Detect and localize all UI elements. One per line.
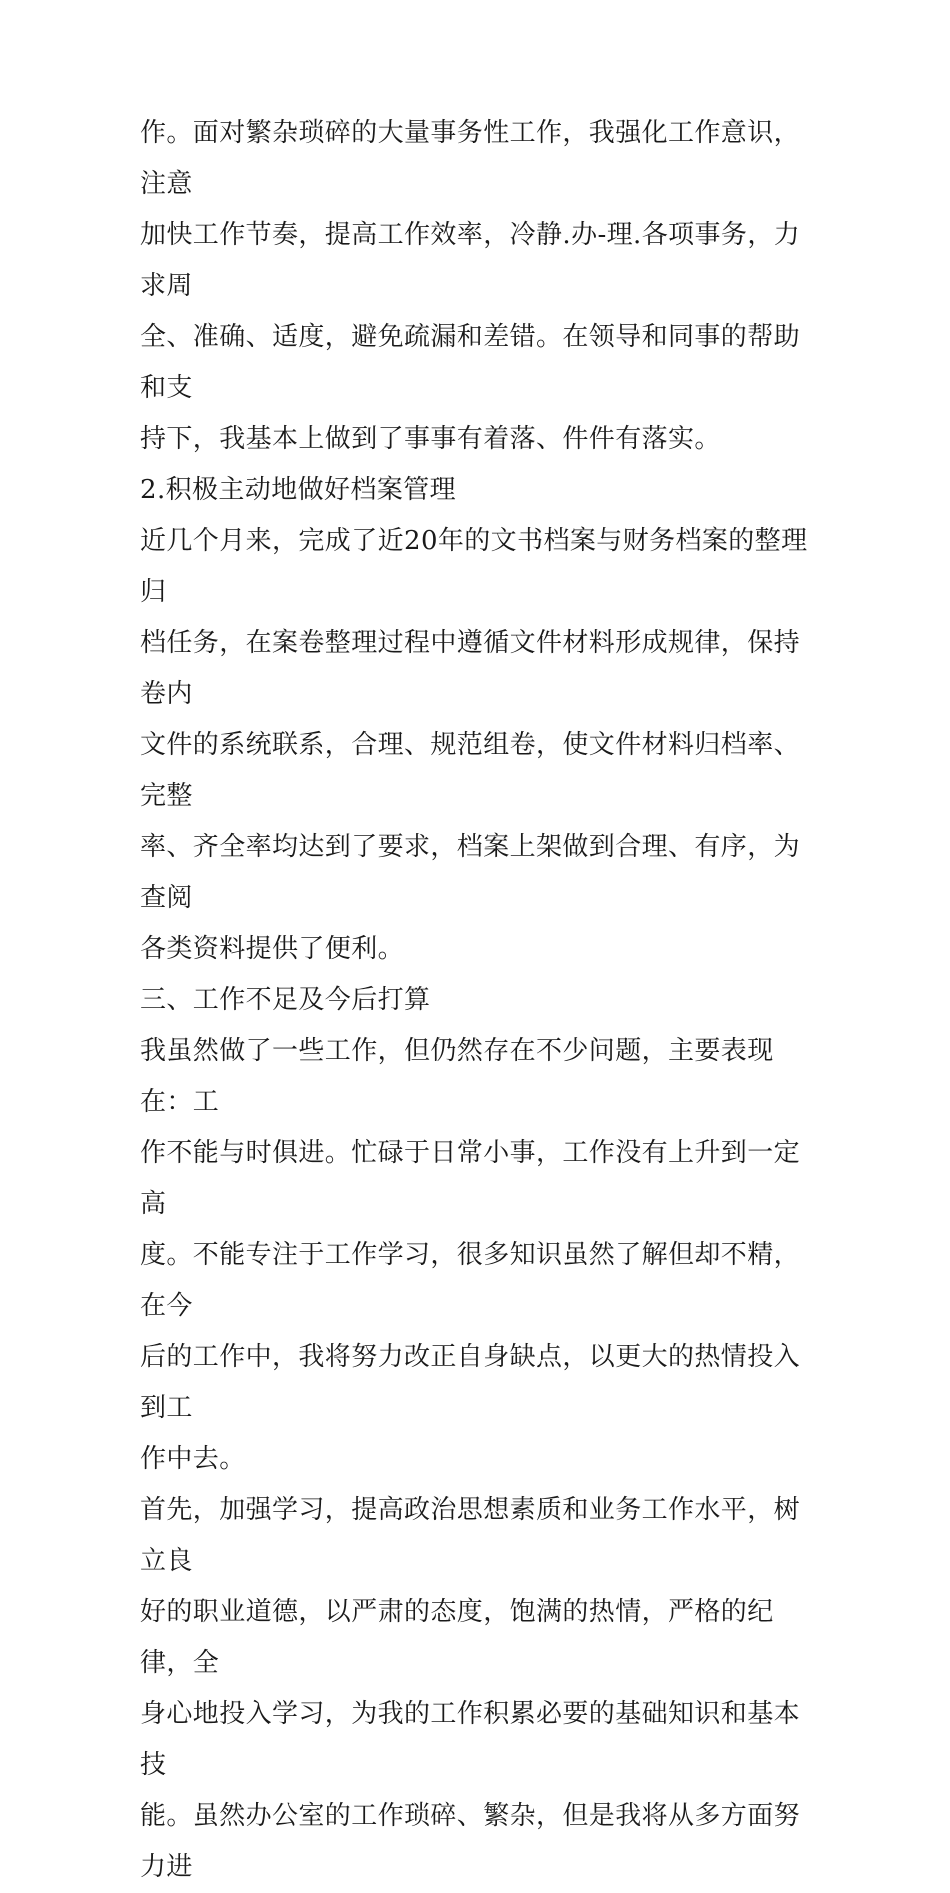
- text-line: 持下，我基本上做到了事事有着落、件件有落实。: [140, 424, 721, 454]
- text-line: 度。不能专注于工作学习，很多知识虽然了解但却不精，在今: [140, 1240, 801, 1321]
- text-line: 加快工作节奏，提高工作效率，冷静.办-理.各项事务，力求周: [140, 220, 801, 301]
- text-line: 作中去。: [140, 1444, 246, 1474]
- text-line: 全、准确、适度，避免疏漏和差错。在领导和同事的帮助和支: [140, 322, 801, 403]
- paragraph-archive-work: [140, 516, 820, 975]
- text-line: 近几个月来，完成了近20年的文书档案与财务档案的整理归: [140, 526, 808, 607]
- text-line: 我虽然做了一些工作，但仍然存在不少问题，主要表现在：工: [140, 1036, 774, 1117]
- text-line: 身心地投入学习，为我的工作积累必要的基础知识和基本技: [140, 1699, 801, 1780]
- paragraph-first-study: [140, 1485, 820, 1893]
- text-line: 后的工作中，我将努力改正自身缺点，以更大的热情投入到工: [140, 1342, 801, 1423]
- heading-shortcomings-plans: [140, 975, 820, 1026]
- text-line: 三、工作不足及今后打算: [140, 985, 431, 1015]
- text-line: 文件的系统联系，合理、规范组卷，使文件材料归档率、完整: [140, 730, 801, 811]
- text-line: 率、齐全率均达到了要求，档案上架做到合理、有序，为查阅: [140, 832, 801, 913]
- text-line: 能。虽然办公室的工作琐碎、繁杂，但是我将从多方面努力进: [140, 1801, 801, 1882]
- text-line: 各类资料提供了便利。: [140, 934, 405, 964]
- document-body: [140, 108, 820, 1893]
- text-line: 作。面对繁杂琐碎的大量事务性工作，我强化工作意识，注意: [140, 118, 801, 199]
- text-line: 首先，加强学习，提高政治思想素质和业务工作水平，树立良: [140, 1495, 801, 1576]
- text-line: 作不能与时俱进。忙碌于日常小事，工作没有上升到一定高: [140, 1138, 801, 1219]
- text-line: 好的职业道德，以严肃的态度，饱满的热情，严格的纪律，全: [140, 1597, 774, 1678]
- text-line: 2.积极主动地做好档案管理: [140, 475, 457, 505]
- paragraph-shortcomings: [140, 1026, 820, 1485]
- text-line: 档任务，在案卷整理过程中遵循文件材料形成规律，保持卷内: [140, 628, 801, 709]
- heading-archive-management: [140, 465, 820, 516]
- paragraph-work-attitude: [140, 108, 820, 465]
